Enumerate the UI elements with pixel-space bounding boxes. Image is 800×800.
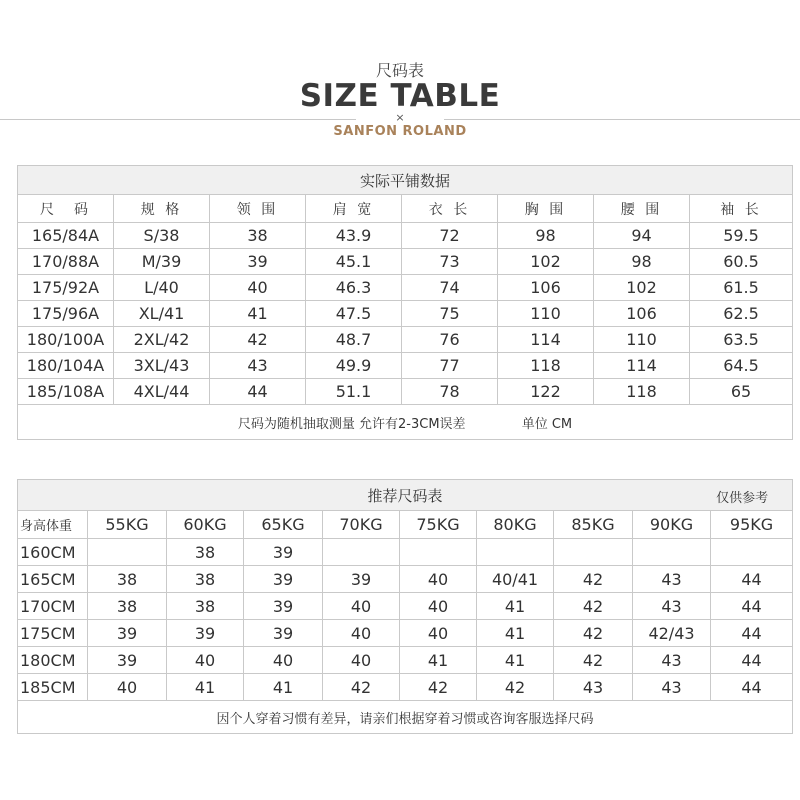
table-cell: 44: [711, 620, 793, 647]
column-header: 肩 宽: [306, 195, 402, 223]
table-row: [18, 327, 793, 353]
table-cell: 38: [88, 566, 167, 593]
table-cell: 43: [554, 674, 633, 701]
table-row: [18, 647, 793, 674]
corner-header: [18, 511, 88, 539]
table-cell: 44: [711, 593, 793, 620]
table-row: [18, 674, 793, 701]
column-header: 胸 围: [498, 195, 594, 223]
table-cell: 38: [167, 593, 244, 620]
reference-only-label: 仅供参考: [716, 491, 769, 506]
table-cell: 74: [402, 275, 498, 301]
table-cell: 180/100A: [18, 327, 114, 353]
table-cell: [323, 539, 400, 566]
table-cell: 75: [402, 301, 498, 327]
table-cell: 41: [244, 674, 323, 701]
table-cell: 46.3: [306, 275, 402, 301]
height-header: 180CM: [18, 647, 88, 674]
table-cell: 175/92A: [18, 275, 114, 301]
table-row: [18, 620, 793, 647]
table-cell: 42/43: [633, 620, 711, 647]
table-cell: 51.1: [306, 379, 402, 405]
table-cell: 39: [323, 566, 400, 593]
table-cell: L/40: [114, 275, 210, 301]
table-cell: 110: [498, 301, 594, 327]
table-row: [18, 593, 793, 620]
height-header: 175CM: [18, 620, 88, 647]
table-row: [18, 249, 793, 275]
table-cell: 40: [88, 674, 167, 701]
table-cell: 38: [167, 539, 244, 566]
table-cell: 102: [498, 249, 594, 275]
cross-mark: ×: [395, 111, 405, 124]
table-cell: 59.5: [690, 223, 793, 249]
height-header: 170CM: [18, 593, 88, 620]
table-cell: 43: [633, 566, 711, 593]
table-cell: 41: [167, 674, 244, 701]
weight-header: 60KG: [167, 511, 244, 539]
table-cell: 170/88A: [18, 249, 114, 275]
table-cell: 78: [402, 379, 498, 405]
table-cell: 65: [690, 379, 793, 405]
table-cell: 42: [554, 647, 633, 674]
table-cell: 42: [210, 327, 306, 353]
table-row: [18, 539, 793, 566]
table-cell: 49.9: [306, 353, 402, 379]
table-row: [18, 275, 793, 301]
table-cell: 40: [323, 647, 400, 674]
table-cell: [88, 539, 167, 566]
table-cell: 40: [244, 647, 323, 674]
table-cell: 73: [402, 249, 498, 275]
table-cell: 40: [323, 620, 400, 647]
corner-weight-label: 体重: [46, 519, 73, 534]
weight-header: 55KG: [88, 511, 167, 539]
table-cell: 43: [210, 353, 306, 379]
table-cell: 94: [594, 223, 690, 249]
table-cell: 43.9: [306, 223, 402, 249]
table-cell: 40: [400, 593, 477, 620]
table-cell: 43: [633, 593, 711, 620]
column-header: 领 围: [210, 195, 306, 223]
table-cell: 45.1: [306, 249, 402, 275]
weight-header: 95KG: [711, 511, 793, 539]
table-cell: 41: [400, 647, 477, 674]
table-cell: 165/84A: [18, 223, 114, 249]
table-cell: 44: [711, 566, 793, 593]
table-cell: 2XL/42: [114, 327, 210, 353]
table-cell: [477, 539, 554, 566]
table-cell: 72: [402, 223, 498, 249]
height-header: 185CM: [18, 674, 88, 701]
corner-height-label: 身高: [20, 519, 47, 534]
table-cell: 42: [554, 566, 633, 593]
weight-header: 70KG: [323, 511, 400, 539]
table-cell: 44: [711, 647, 793, 674]
height-header: 160CM: [18, 539, 88, 566]
measurement-table-title: 实际平铺数据: [18, 166, 793, 195]
table-cell: [633, 539, 711, 566]
recommend-table: [17, 479, 793, 734]
table-cell: 61.5: [690, 275, 793, 301]
column-header: 袖 长: [690, 195, 793, 223]
table-cell: 48.7: [306, 327, 402, 353]
table-cell: 185/108A: [18, 379, 114, 405]
table-cell: 39: [167, 620, 244, 647]
table-cell: 44: [711, 674, 793, 701]
table-cell: 39: [244, 566, 323, 593]
table-cell: 41: [477, 593, 554, 620]
table-cell: [711, 539, 793, 566]
table-cell: 39: [244, 593, 323, 620]
weight-header: 75KG: [400, 511, 477, 539]
recommend-footnote: 因个人穿着习惯有差异，请亲们根据穿着习惯或咨询客服选择尺码: [18, 701, 793, 734]
table-cell: 38: [88, 593, 167, 620]
title-english: SIZE TABLE: [299, 78, 501, 114]
table-cell: 60.5: [690, 249, 793, 275]
table-cell: S/38: [114, 223, 210, 249]
title-chinese: 尺码表: [375, 61, 424, 80]
table-cell: 118: [498, 353, 594, 379]
table-cell: 42: [323, 674, 400, 701]
table-cell: 40: [400, 620, 477, 647]
column-header: 衣 长: [402, 195, 498, 223]
table-cell: 76: [402, 327, 498, 353]
table-cell: 40: [210, 275, 306, 301]
table-cell: 63.5: [690, 327, 793, 353]
weight-header: 85KG: [554, 511, 633, 539]
weight-header: 80KG: [477, 511, 554, 539]
table-cell: 38: [210, 223, 306, 249]
table-cell: 180/104A: [18, 353, 114, 379]
table-cell: 43: [633, 647, 711, 674]
table-cell: 38: [167, 566, 244, 593]
table-cell: 41: [477, 620, 554, 647]
table-cell: 114: [594, 353, 690, 379]
table-row: [18, 566, 793, 593]
table-cell: 39: [210, 249, 306, 275]
table-cell: 42: [554, 593, 633, 620]
table-cell: 43: [633, 674, 711, 701]
recommend-table-title: 推荐尺码表: [367, 486, 443, 505]
measurement-table: [17, 165, 793, 440]
table-cell: [554, 539, 633, 566]
table-row: [18, 353, 793, 379]
table-cell: XL/41: [114, 301, 210, 327]
table-cell: 39: [88, 620, 167, 647]
table-row: [18, 223, 793, 249]
table-cell: 4XL/44: [114, 379, 210, 405]
table-cell: 102: [594, 275, 690, 301]
table-cell: 106: [594, 301, 690, 327]
table-cell: 175/96A: [18, 301, 114, 327]
table-cell: 114: [498, 327, 594, 353]
weight-header: 90KG: [633, 511, 711, 539]
table-cell: 42: [554, 620, 633, 647]
table-cell: 77: [402, 353, 498, 379]
table-cell: 118: [594, 379, 690, 405]
table-cell: 122: [498, 379, 594, 405]
table-cell: 41: [477, 647, 554, 674]
table-cell: M/39: [114, 249, 210, 275]
table-cell: 41: [210, 301, 306, 327]
column-header: 规 格: [114, 195, 210, 223]
table-cell: 40: [400, 566, 477, 593]
table-row: [18, 301, 793, 327]
table-cell: 42: [400, 674, 477, 701]
table-cell: 47.5: [306, 301, 402, 327]
recommend-table-title-cell: [18, 480, 793, 511]
table-cell: 3XL/43: [114, 353, 210, 379]
measurement-note: 尺码为随机抽取测量 允许有2-3CM误差: [237, 416, 466, 432]
table-cell: 39: [88, 647, 167, 674]
table-cell: 110: [594, 327, 690, 353]
table-cell: 98: [498, 223, 594, 249]
column-header: 尺 码: [18, 195, 114, 223]
table-cell: 40: [323, 593, 400, 620]
table-cell: 106: [498, 275, 594, 301]
table-cell: [400, 539, 477, 566]
height-header: 165CM: [18, 566, 88, 593]
weight-header: 65KG: [244, 511, 323, 539]
table-cell: 39: [244, 620, 323, 647]
table-row: [18, 379, 793, 405]
brand-name: SANFON ROLAND: [333, 124, 467, 139]
column-header: 腰 围: [594, 195, 690, 223]
page-header: [0, 0, 800, 145]
table-cell: 62.5: [690, 301, 793, 327]
measurement-unit: 单位 CM: [521, 416, 573, 432]
measurement-footnote: [18, 405, 793, 440]
table-cell: 42: [477, 674, 554, 701]
table-cell: 64.5: [690, 353, 793, 379]
table-cell: 39: [244, 539, 323, 566]
table-cell: 44: [210, 379, 306, 405]
table-cell: 98: [594, 249, 690, 275]
table-cell: 40/41: [477, 566, 554, 593]
table-cell: 40: [167, 647, 244, 674]
